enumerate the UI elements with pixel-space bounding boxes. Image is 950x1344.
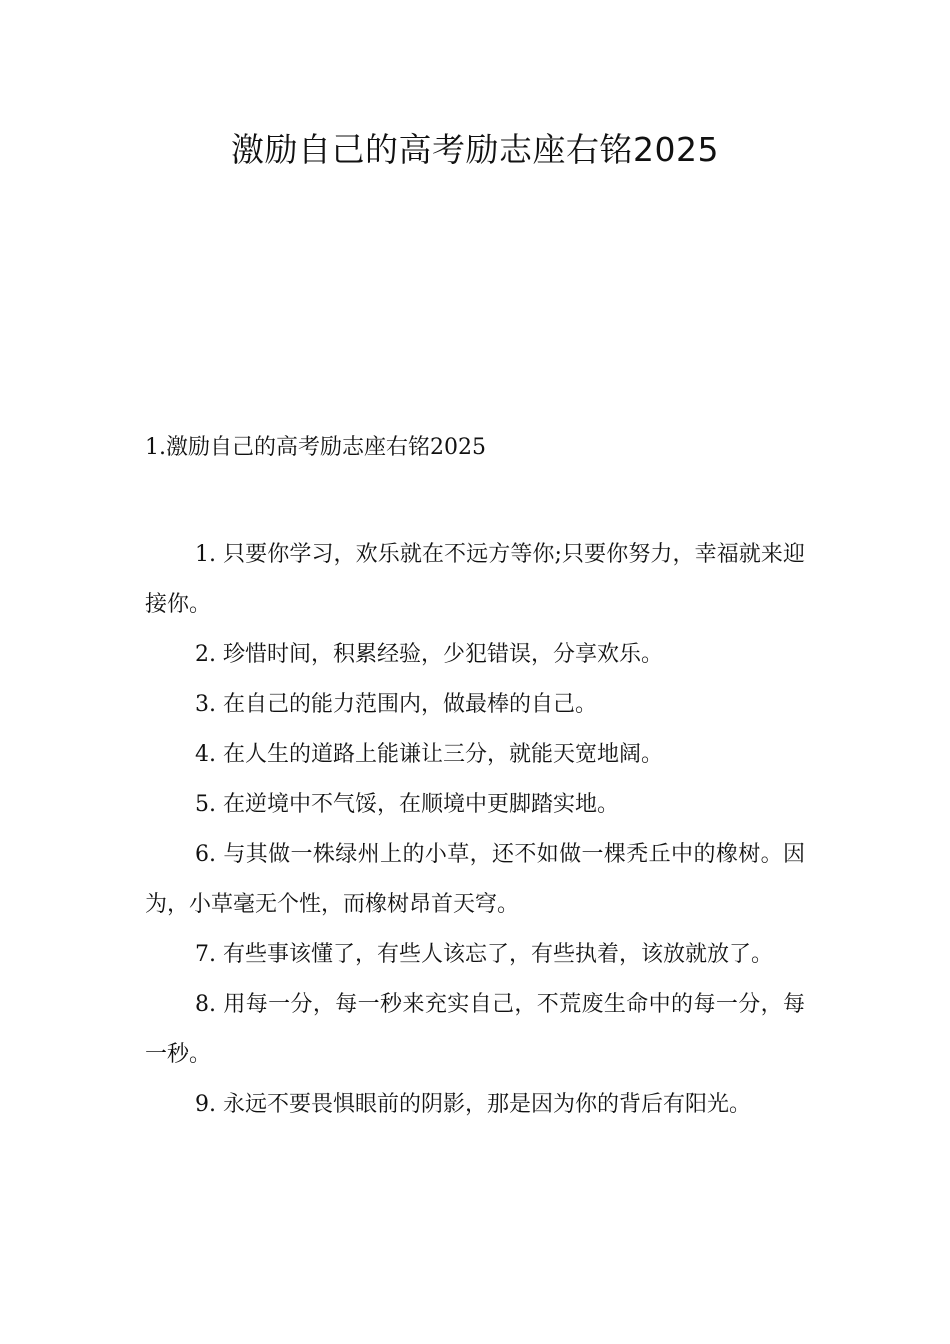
page-title: 激励自己的高考励志座右铭2025 — [231, 130, 719, 169]
list-item: 8. 用每一分，每一秒来充实自己，不荒废生命中的每一分，每一秒。 — [145, 992, 805, 1067]
list-item: 9. 永远不要畏惧眼前的阴影，那是因为你的背后有阳光。 — [195, 1092, 751, 1117]
list-item: 2. 珍惜时间，积累经验，少犯错误，分享欢乐。 — [195, 642, 663, 667]
list-item: 7. 有些事该懂了，有些人该忘了，有些执着，该放就放了。 — [195, 942, 773, 967]
list-item: 4. 在人生的道路上能谦让三分，就能天宽地阔。 — [195, 742, 663, 767]
motto-list — [145, 530, 805, 1130]
list-item: 5. 在逆境中不气馁，在顺境中更脚踏实地。 — [195, 792, 619, 817]
list-item: 6. 与其做一株绿州上的小草，还不如做一棵秃丘中的橡树。因为，小草毫无个性，而橡树昂首天穹。 — [145, 842, 805, 917]
section-heading: 1.激励自己的高考励志座右铭2025 — [145, 435, 486, 460]
list-item: 1. 只要你学习，欢乐就在不远方等你;只要你努力，幸福就来迎接你。 — [145, 542, 805, 617]
list-item: 3. 在自己的能力范围内，做最棒的自己。 — [195, 692, 597, 717]
